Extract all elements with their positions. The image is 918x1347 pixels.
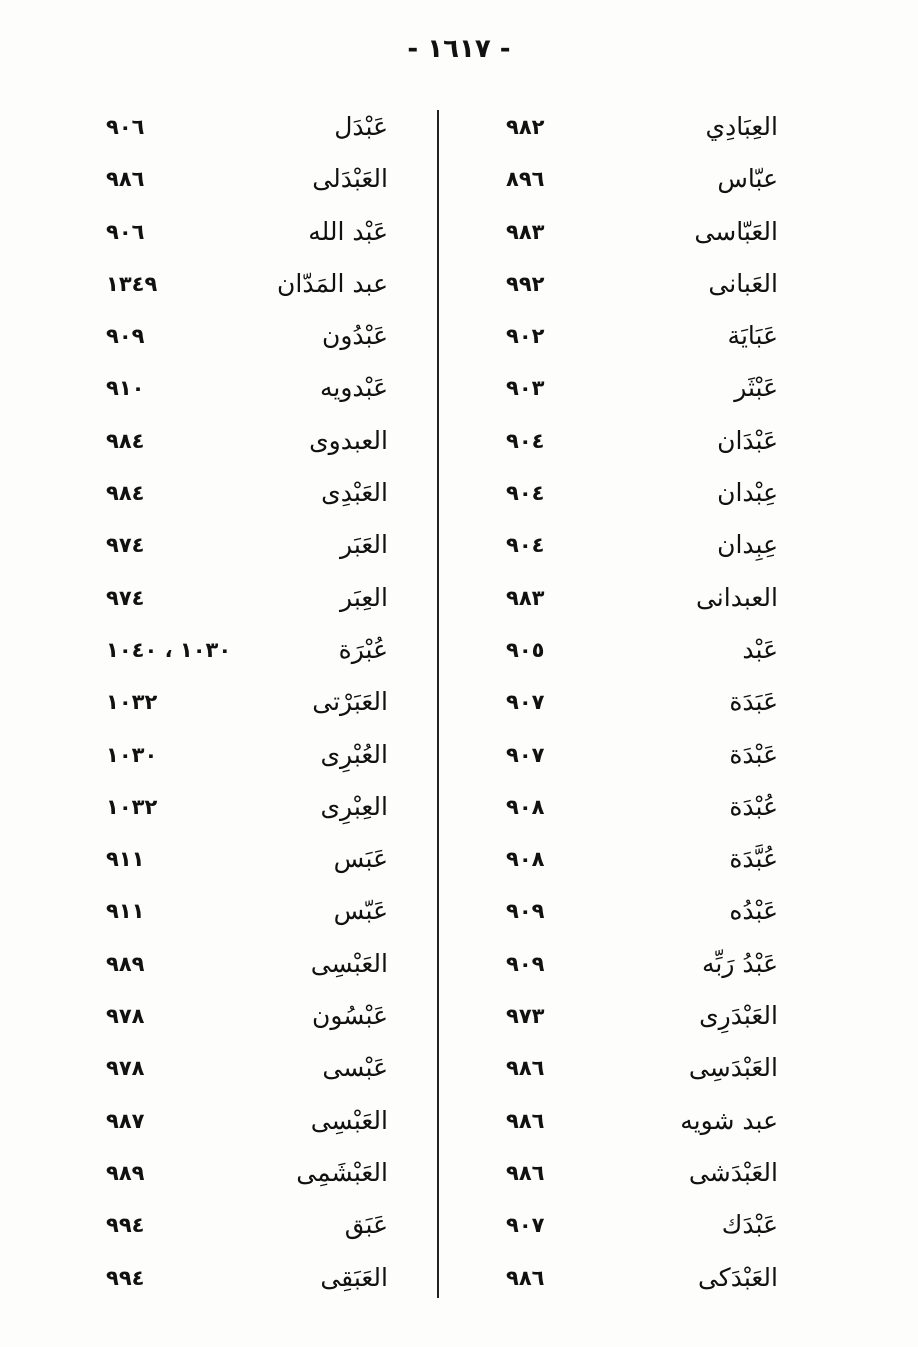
entry-name: العَبانى bbox=[708, 268, 778, 298]
entry-name: العَبْسِى bbox=[310, 948, 388, 978]
entry-page-ref: ٩٧٨ bbox=[106, 1004, 145, 1029]
right-column bbox=[470, 101, 890, 1304]
entry-name: عَبْدُون bbox=[321, 321, 388, 351]
entry-name: عَبّس bbox=[333, 896, 388, 926]
index-entry bbox=[80, 1042, 500, 1094]
entry-name: عَبْسى bbox=[322, 1053, 388, 1083]
entry-page-ref: ١٠٣٠ ، ١٠٤٠ bbox=[106, 637, 232, 662]
index-entry bbox=[470, 415, 890, 467]
entry-page-ref: ٩٨٤ bbox=[106, 481, 145, 506]
index-entry bbox=[470, 258, 890, 310]
entry-page-ref: ٩٠٦ bbox=[106, 115, 145, 139]
entry-name: العِبَر bbox=[340, 582, 388, 612]
entry-page-ref: ٩٠٨ bbox=[506, 847, 545, 872]
entry-name: العَبْدَلى bbox=[312, 164, 388, 194]
index-entry bbox=[80, 1199, 500, 1251]
entry-page-ref: ٩٧٤ bbox=[106, 533, 145, 558]
index-entry bbox=[470, 885, 890, 937]
entry-name: العِبَادِي bbox=[705, 112, 778, 141]
index-entry bbox=[470, 572, 890, 624]
index-entry bbox=[80, 362, 500, 414]
entry-name: عَبْدَل bbox=[334, 112, 388, 141]
entry-page-ref: ١٠٣٢ bbox=[106, 690, 158, 715]
index-entry bbox=[470, 676, 890, 728]
entry-page-ref: ٩١١ bbox=[106, 847, 145, 872]
index-entry bbox=[80, 153, 500, 205]
index-entry bbox=[80, 101, 500, 153]
entry-name: العبدانى bbox=[695, 582, 778, 612]
index-entry bbox=[80, 781, 500, 833]
entry-page-ref: ٩٨٩ bbox=[106, 951, 145, 976]
index-entry bbox=[470, 729, 890, 781]
entry-name: العَبَرْتى bbox=[312, 687, 388, 717]
entry-page-ref: ٩٠٩ bbox=[506, 951, 545, 976]
entry-name: عَبَق bbox=[344, 1210, 388, 1240]
entry-page-ref: ٩٨٦ bbox=[506, 1265, 545, 1290]
index-entry bbox=[470, 101, 890, 153]
entry-page-ref: ١٣٤٩ bbox=[106, 271, 158, 296]
entry-name: عُبْدَة bbox=[729, 791, 778, 821]
index-entry bbox=[470, 1199, 890, 1251]
entry-page-ref: ٩٩٤ bbox=[106, 1213, 145, 1238]
index-entry bbox=[470, 206, 890, 258]
entry-name: العَبْشَمِى bbox=[296, 1157, 388, 1187]
entry-name: عبد شويه bbox=[680, 1105, 778, 1135]
index-entry bbox=[470, 833, 890, 885]
entry-page-ref: ٩٧٤ bbox=[106, 585, 145, 610]
index-entry bbox=[470, 1042, 890, 1094]
index-entry bbox=[470, 938, 890, 990]
entry-page-ref: ٩٠٧ bbox=[506, 690, 545, 715]
index-entry bbox=[80, 467, 500, 519]
entry-name: العَبْسِى bbox=[310, 1105, 388, 1135]
entry-name: عَبْدَان bbox=[717, 425, 778, 455]
entry-page-ref: ٩٠٨ bbox=[506, 794, 545, 819]
index-entry bbox=[80, 415, 500, 467]
entry-page-ref: ٩٠٩ bbox=[506, 899, 545, 924]
entry-page-ref: ١٠٣٢ bbox=[106, 794, 158, 819]
left-column bbox=[80, 101, 500, 1304]
entry-name: عَبَس bbox=[333, 844, 388, 874]
entry-name: عَبَايَة bbox=[727, 321, 778, 351]
entry-name: عَبْدَك bbox=[721, 1210, 778, 1240]
entry-name: عبّاس bbox=[717, 164, 778, 194]
index-entry bbox=[80, 624, 500, 676]
entry-name: عَبْسُون bbox=[311, 1001, 388, 1031]
entry-page-ref: ٩١٠ bbox=[106, 376, 145, 401]
index-entry bbox=[470, 153, 890, 205]
entry-name: العَبْدَشى bbox=[688, 1157, 778, 1187]
index-entry bbox=[80, 676, 500, 728]
entry-name: العُبْرِى bbox=[320, 739, 388, 769]
index-entry bbox=[470, 624, 890, 676]
entry-page-ref: ٩٠٧ bbox=[506, 742, 545, 767]
entry-page-ref: ١٠٣٠ bbox=[106, 742, 158, 767]
index-entry bbox=[80, 258, 500, 310]
entry-page-ref: ٩٨٦ bbox=[106, 167, 145, 192]
index-entry bbox=[470, 1147, 890, 1199]
index-entry bbox=[80, 206, 500, 258]
entry-name: العبدوى bbox=[309, 425, 388, 455]
entry-page-ref: ٩٠٩ bbox=[106, 324, 145, 349]
index-entry bbox=[470, 467, 890, 519]
entry-name: عَبْدُ رَبِّه bbox=[702, 948, 778, 978]
entry-name: العَبْدَرِى bbox=[699, 1001, 778, 1031]
index-entry bbox=[470, 1252, 890, 1304]
index-entry bbox=[80, 572, 500, 624]
page-number: - ١٦١٧ - bbox=[407, 34, 511, 64]
entry-page-ref: ٩٨٦ bbox=[506, 1056, 545, 1081]
entry-name: عَبْد bbox=[742, 634, 778, 664]
entry-name: عَبْثَر bbox=[734, 373, 778, 403]
index-entry bbox=[470, 362, 890, 414]
entry-page-ref: ٩٩٤ bbox=[106, 1265, 145, 1290]
index-entry bbox=[80, 990, 500, 1042]
entry-name: عَبْدويه bbox=[319, 373, 388, 403]
index-entry bbox=[80, 519, 500, 571]
entry-name: عبد المَدّان bbox=[277, 268, 388, 298]
entry-page-ref: ٩٩٢ bbox=[506, 271, 545, 296]
index-entry bbox=[470, 781, 890, 833]
index-entry bbox=[80, 833, 500, 885]
entry-name: العَبْدَكى bbox=[697, 1262, 778, 1292]
index-entry bbox=[80, 729, 500, 781]
entry-page-ref: ٩٧٣ bbox=[506, 1004, 545, 1029]
index-entry bbox=[80, 310, 500, 362]
entry-name: العَبَقِى bbox=[320, 1262, 388, 1292]
entry-page-ref: ٨٩٦ bbox=[506, 167, 545, 192]
entry-name: عَبْدُه bbox=[729, 896, 778, 926]
entry-page-ref: ٩٨٧ bbox=[106, 1108, 145, 1133]
index-entry bbox=[80, 938, 500, 990]
entry-name: عِبِدان bbox=[717, 530, 778, 560]
index-entry bbox=[80, 1095, 500, 1147]
entry-page-ref: ٩٨٣ bbox=[506, 219, 545, 244]
entry-page-ref: ٩٠٢ bbox=[506, 324, 545, 349]
index-entry bbox=[470, 1095, 890, 1147]
entry-name: العَبْدِى bbox=[321, 478, 388, 508]
entry-page-ref: ٩٠٣ bbox=[506, 376, 545, 401]
entry-name: عِبْدان bbox=[717, 478, 778, 508]
entry-name: عَبْدَة bbox=[729, 739, 778, 769]
entry-name: العَبَر bbox=[340, 530, 388, 560]
entry-name: عَبْد الله bbox=[308, 216, 388, 246]
entry-page-ref: ٩٨٣ bbox=[506, 585, 545, 610]
index-entry bbox=[80, 885, 500, 937]
entry-page-ref: ٩٨٦ bbox=[506, 1108, 545, 1133]
entry-page-ref: ٩٨٦ bbox=[506, 1160, 545, 1185]
entry-page-ref: ٩٨٩ bbox=[106, 1160, 145, 1185]
entry-page-ref: ٩٠٤ bbox=[506, 428, 545, 453]
index-entry bbox=[470, 519, 890, 571]
entry-page-ref: ٩٠٤ bbox=[506, 533, 545, 558]
entry-page-ref: ٩١١ bbox=[106, 899, 145, 924]
entry-page-ref: ٩٠٥ bbox=[506, 637, 545, 662]
index-entry bbox=[470, 310, 890, 362]
entry-page-ref: ٩٠٧ bbox=[506, 1213, 545, 1238]
index-entry bbox=[80, 1147, 500, 1199]
entry-name: العَبّاسى bbox=[694, 216, 778, 246]
entry-name: عُبْرَة bbox=[338, 634, 388, 664]
entry-page-ref: ٩٨٢ bbox=[506, 115, 545, 139]
entry-page-ref: ٩٨٤ bbox=[106, 428, 145, 453]
entry-name: عَبَدَة bbox=[729, 687, 778, 717]
entry-name: عُبَّدَة bbox=[729, 844, 778, 874]
index-entry bbox=[470, 990, 890, 1042]
entry-page-ref: ٩٠٤ bbox=[506, 481, 545, 506]
index-entry bbox=[80, 1252, 500, 1304]
entry-name: العَبْدَسِى bbox=[688, 1053, 778, 1083]
entry-page-ref: ٩٠٦ bbox=[106, 219, 145, 244]
entry-page-ref: ٩٧٨ bbox=[106, 1056, 145, 1081]
entry-name: العِبْرِى bbox=[320, 791, 388, 821]
